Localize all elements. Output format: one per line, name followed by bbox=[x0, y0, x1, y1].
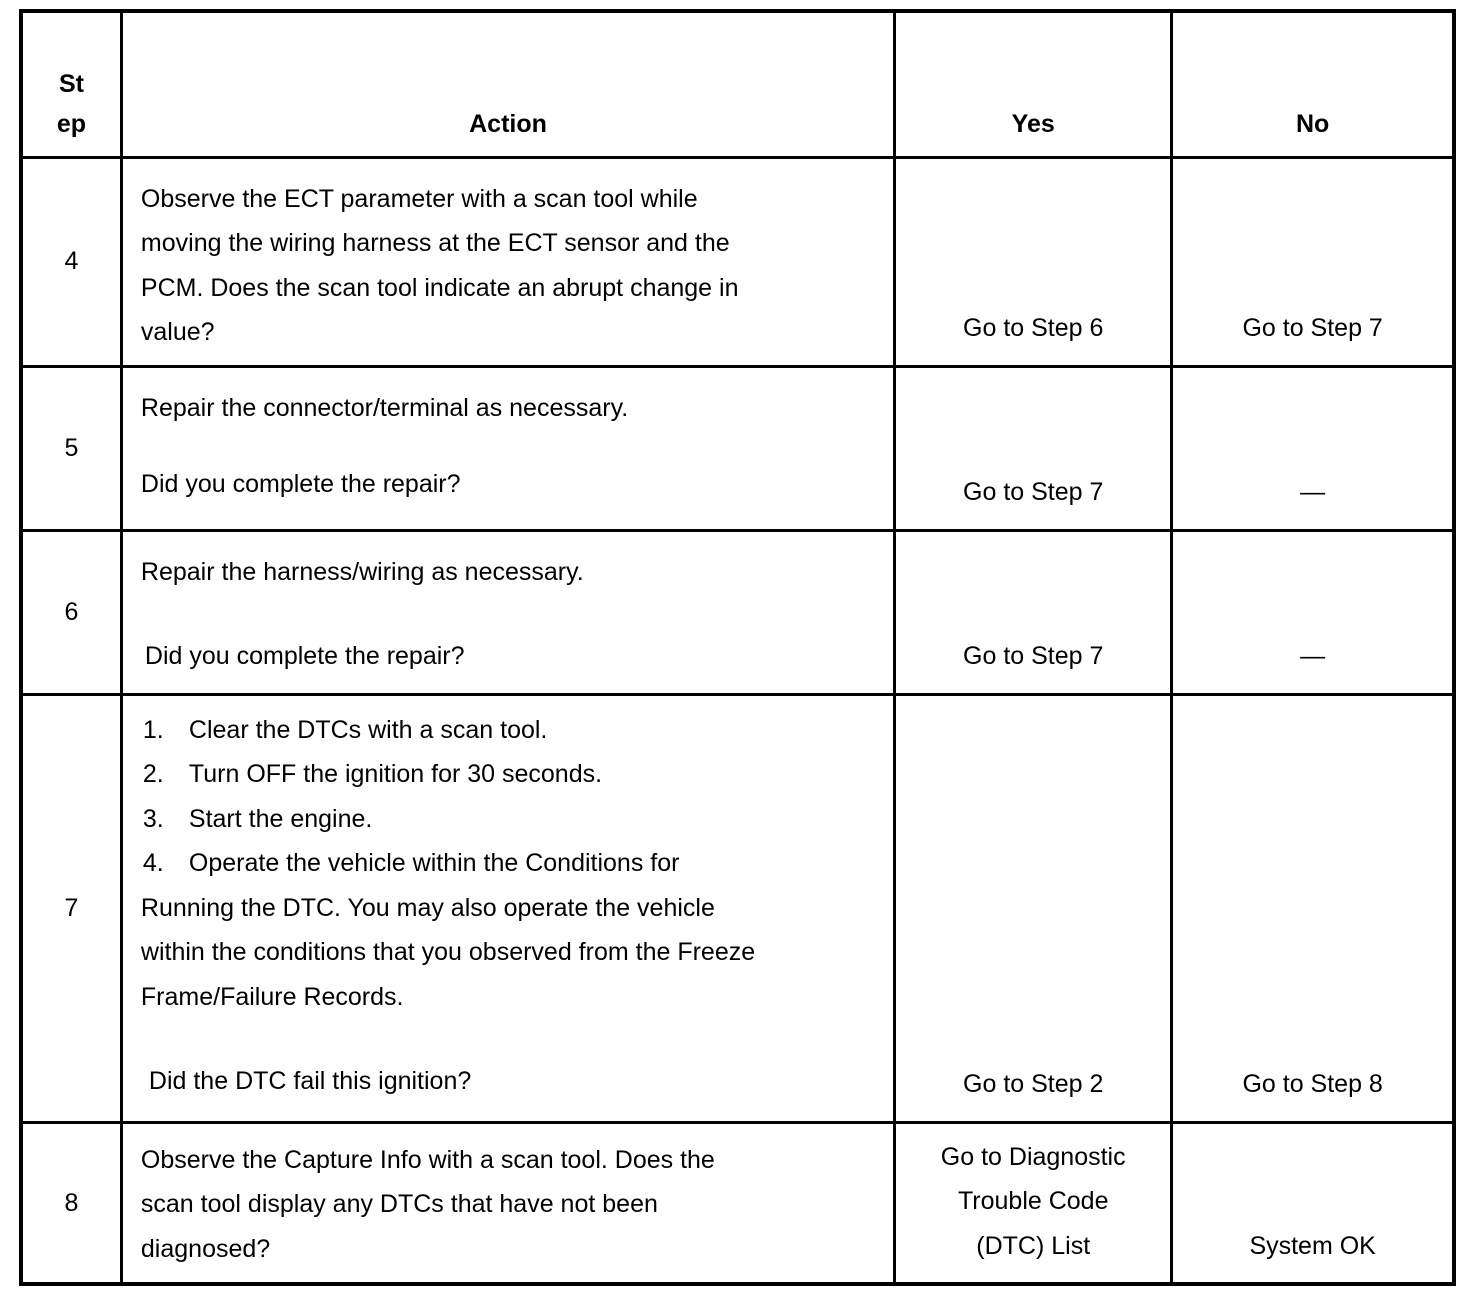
table-row bbox=[21, 157, 1454, 366]
step-number: 8 bbox=[21, 1122, 121, 1284]
step-number: 7 bbox=[21, 694, 121, 1122]
list-item: 1. Clear the DTCs with a scan tool. bbox=[142, 715, 548, 744]
header-action: Action bbox=[121, 11, 894, 157]
step-number: 5 bbox=[21, 366, 121, 530]
action-cell: Observe the Capture Info with a scan tool. Does the scan tool display any DTCs that have not been diagnosed? bbox=[121, 1122, 894, 1284]
yes-cell: Go to Step 7 bbox=[895, 366, 1172, 530]
header-no: No bbox=[1172, 11, 1454, 157]
header-step: St ep bbox=[21, 11, 121, 157]
yes-cell: Go to Diagnostic Trouble Code (DTC) List bbox=[895, 1122, 1172, 1284]
step-number: 4 bbox=[21, 157, 121, 366]
no-cell: System OK bbox=[1172, 1122, 1454, 1284]
diagnostic-table bbox=[19, 9, 1456, 1286]
header-row bbox=[21, 11, 1454, 157]
yes-cell: Go to Step 7 bbox=[895, 530, 1172, 694]
table-row bbox=[21, 1122, 1454, 1284]
list-item: 2. Turn OFF the ignition for 30 seconds. bbox=[142, 760, 603, 788]
action-cell: Observe the ECT parameter with a scan tool while moving the wiring harness at the ECT sensor and the PCM. Does the scan tool indicate an abrupt change in value? bbox=[121, 157, 894, 366]
no-cell: — bbox=[1172, 366, 1454, 530]
table-row bbox=[21, 530, 1454, 694]
table-row bbox=[21, 694, 1454, 1122]
list-item: 4. Operate the vehicle within the Conditions for bbox=[142, 849, 680, 877]
list-item: 3. Start the engine. bbox=[142, 804, 373, 833]
no-cell: Go to Step 8 bbox=[1172, 694, 1454, 1122]
table-row bbox=[21, 366, 1454, 530]
yes-cell: Go to Step 6 bbox=[895, 157, 1172, 366]
action-cell: 1. Clear the DTCs with a scan tool. 2. Turn OFF the ignition for 30 seconds. 3. Start the engine. 4. Operate the vehicle within the Conditions for Running the DTC. You may also operate the vehicle within the conditions that you observed from the Freeze Frame/Failure Records. Did the DTC fail this ignition? bbox=[121, 694, 894, 1122]
step-number: 6 bbox=[21, 530, 121, 694]
action-cell: Repair the harness/wiring as necessary. Did you complete the repair? bbox=[121, 530, 894, 694]
no-cell: — bbox=[1172, 530, 1454, 694]
yes-cell: Go to Step 2 bbox=[895, 694, 1172, 1122]
no-cell: Go to Step 7 bbox=[1172, 157, 1454, 366]
action-cell: Repair the connector/terminal as necessary. Did you complete the repair? bbox=[121, 366, 894, 530]
header-yes: Yes bbox=[895, 11, 1172, 157]
